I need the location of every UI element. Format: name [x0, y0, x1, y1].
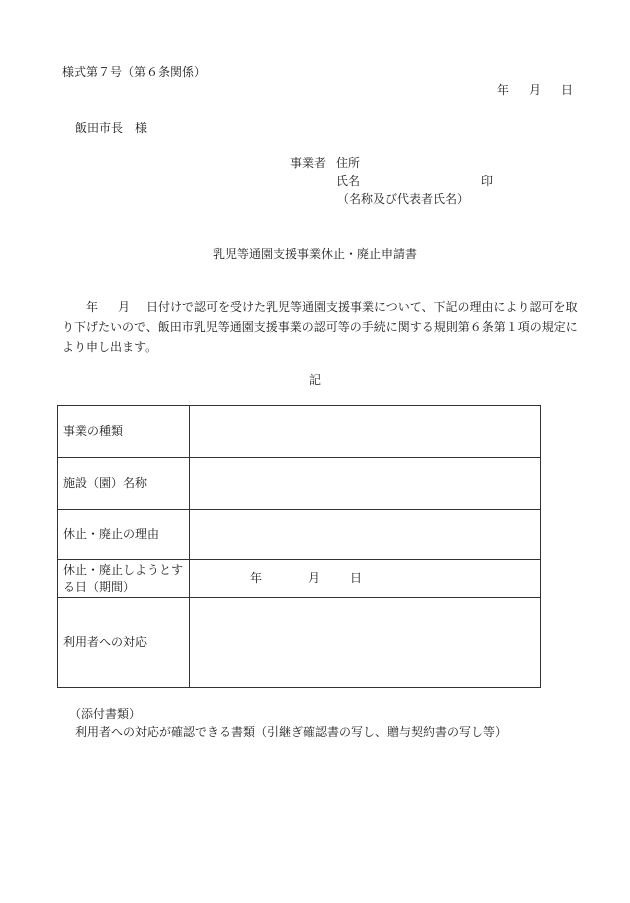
- row-label-facility-name: 施設（園）名称: [58, 458, 190, 510]
- table-row: [58, 598, 541, 688]
- form-table: [57, 405, 541, 688]
- applicant-title: 事業者: [290, 156, 327, 170]
- document-title: 乳児等通園支援事業休止・廃止申請書: [212, 247, 417, 261]
- table-row: [58, 458, 541, 510]
- user-response-field[interactable]: [190, 598, 541, 688]
- row-label-suspension-date: 休止・廃止しようとする日（期間）: [58, 560, 190, 598]
- suspension-date-field[interactable]: [190, 560, 541, 598]
- row-label-business-type: 事業の種類: [58, 406, 190, 458]
- reason-field[interactable]: [190, 510, 541, 560]
- business-type-field[interactable]: [190, 406, 541, 458]
- facility-name-field[interactable]: [190, 458, 541, 510]
- attachments-title: （添付書類）: [69, 707, 142, 721]
- suspension-year: 年: [250, 571, 263, 585]
- table-row: [58, 560, 541, 598]
- date-day: 日: [561, 83, 574, 97]
- address-label: 住所: [336, 156, 361, 170]
- submission-date: [497, 82, 573, 98]
- body-text: 日付けで認可を受けた乳児等通園支援事業について、下記の理由により認可を取り下げたいので、飯田市乳児等通園支援事業の認可等の手続に関する規則第６条第１項の規定により申し出ます。: [62, 300, 578, 354]
- table-row: [58, 510, 541, 560]
- body-date-month: 月: [118, 300, 131, 314]
- attachments-item: 利用者への対応が確認できる書類（引継ぎ確認書の写し、贈与契約書の写し等）: [75, 725, 508, 739]
- body-date-year: 年: [86, 300, 99, 314]
- applicant-address-label: [290, 155, 360, 171]
- suspension-month: 月: [308, 571, 321, 585]
- ki-heading: 記: [308, 373, 321, 387]
- suspension-day: 日: [350, 571, 363, 585]
- date-month: 月: [529, 83, 542, 97]
- body-paragraph: [62, 297, 582, 357]
- addressee: 飯田市長 様: [75, 121, 148, 135]
- table-row: [58, 406, 541, 458]
- row-label-reason: 休止・廃止の理由: [58, 510, 190, 560]
- applicant-note: （名称及び代表者氏名）: [337, 192, 470, 206]
- date-year: 年: [497, 83, 510, 97]
- applicant-name-label: 氏名: [336, 174, 361, 188]
- form-number: 様式第７号（第６条関係）: [62, 65, 207, 79]
- seal-mark: 印: [481, 174, 494, 188]
- row-label-user-response: 利用者への対応: [58, 598, 190, 688]
